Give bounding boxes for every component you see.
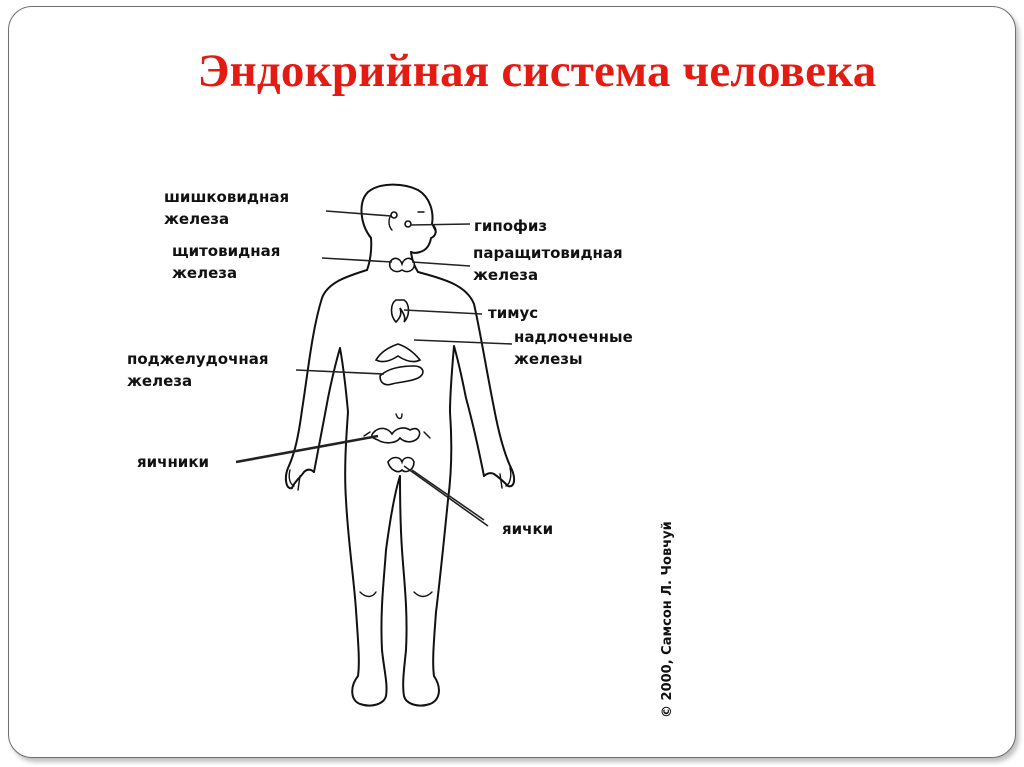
label-thyroid-line2: железа [172,264,238,282]
label-pineal-line1: шишковидная [164,188,290,206]
ovaries-leader [236,436,378,462]
right-leg-inner [400,476,407,650]
right-hand-detail [500,468,511,488]
adrenal-glands [376,344,420,362]
label-adrenal-line2: железы [514,350,583,368]
label-parathyroid-line2: железа [473,266,539,284]
thyroid-leader [322,258,392,262]
left-leg-outline [345,412,386,706]
label-ovaries: яичники [137,453,210,471]
labels [127,188,633,538]
right-knee [414,592,432,597]
left-knee [360,592,376,597]
label-pituitary: гипофиз [474,217,548,235]
copyright-text: © 2000, Самсон Л. Човчуй [660,521,675,718]
label-parathyroid-line1: паращитовидная [473,244,623,262]
pituitary-leader [410,224,470,225]
parathyroid-leader [412,262,470,266]
label-testes: яички [502,520,554,538]
pelvis-dash-left [364,432,370,436]
neck-left [367,238,371,270]
left-arm-inner [314,348,348,472]
slide-title: Эндокрийная система человека [197,45,877,97]
adrenal-leader [414,340,512,344]
label-thyroid-line1: щитовидная [172,242,281,260]
label-pineal-line2: железа [164,210,230,228]
head-outline [362,185,436,253]
right-arm-inner [450,346,484,476]
right-leg-outline [403,412,451,706]
ovaries-gland [372,428,420,443]
label-adrenal-line1: надлочечные [514,328,633,346]
testes-leader-2 [412,470,484,520]
thyroid-gland [390,258,415,271]
label-thymus: тимус [488,304,539,322]
label-pancreas-line1: поджелудочная [127,350,269,368]
pineal-leader [326,211,391,216]
label-pancreas-line2: железа [127,372,193,390]
left-leg-inner [381,476,400,650]
navel [396,414,402,419]
pancreas-leader [296,370,384,374]
left-arm-outline [286,270,367,488]
pancreas-gland [380,366,423,385]
pelvis-dash-right [424,432,430,438]
thymus-gland [392,300,409,322]
thymus-leader [404,310,482,314]
pineal-gland [391,212,397,218]
pituitary-gland [405,221,411,227]
